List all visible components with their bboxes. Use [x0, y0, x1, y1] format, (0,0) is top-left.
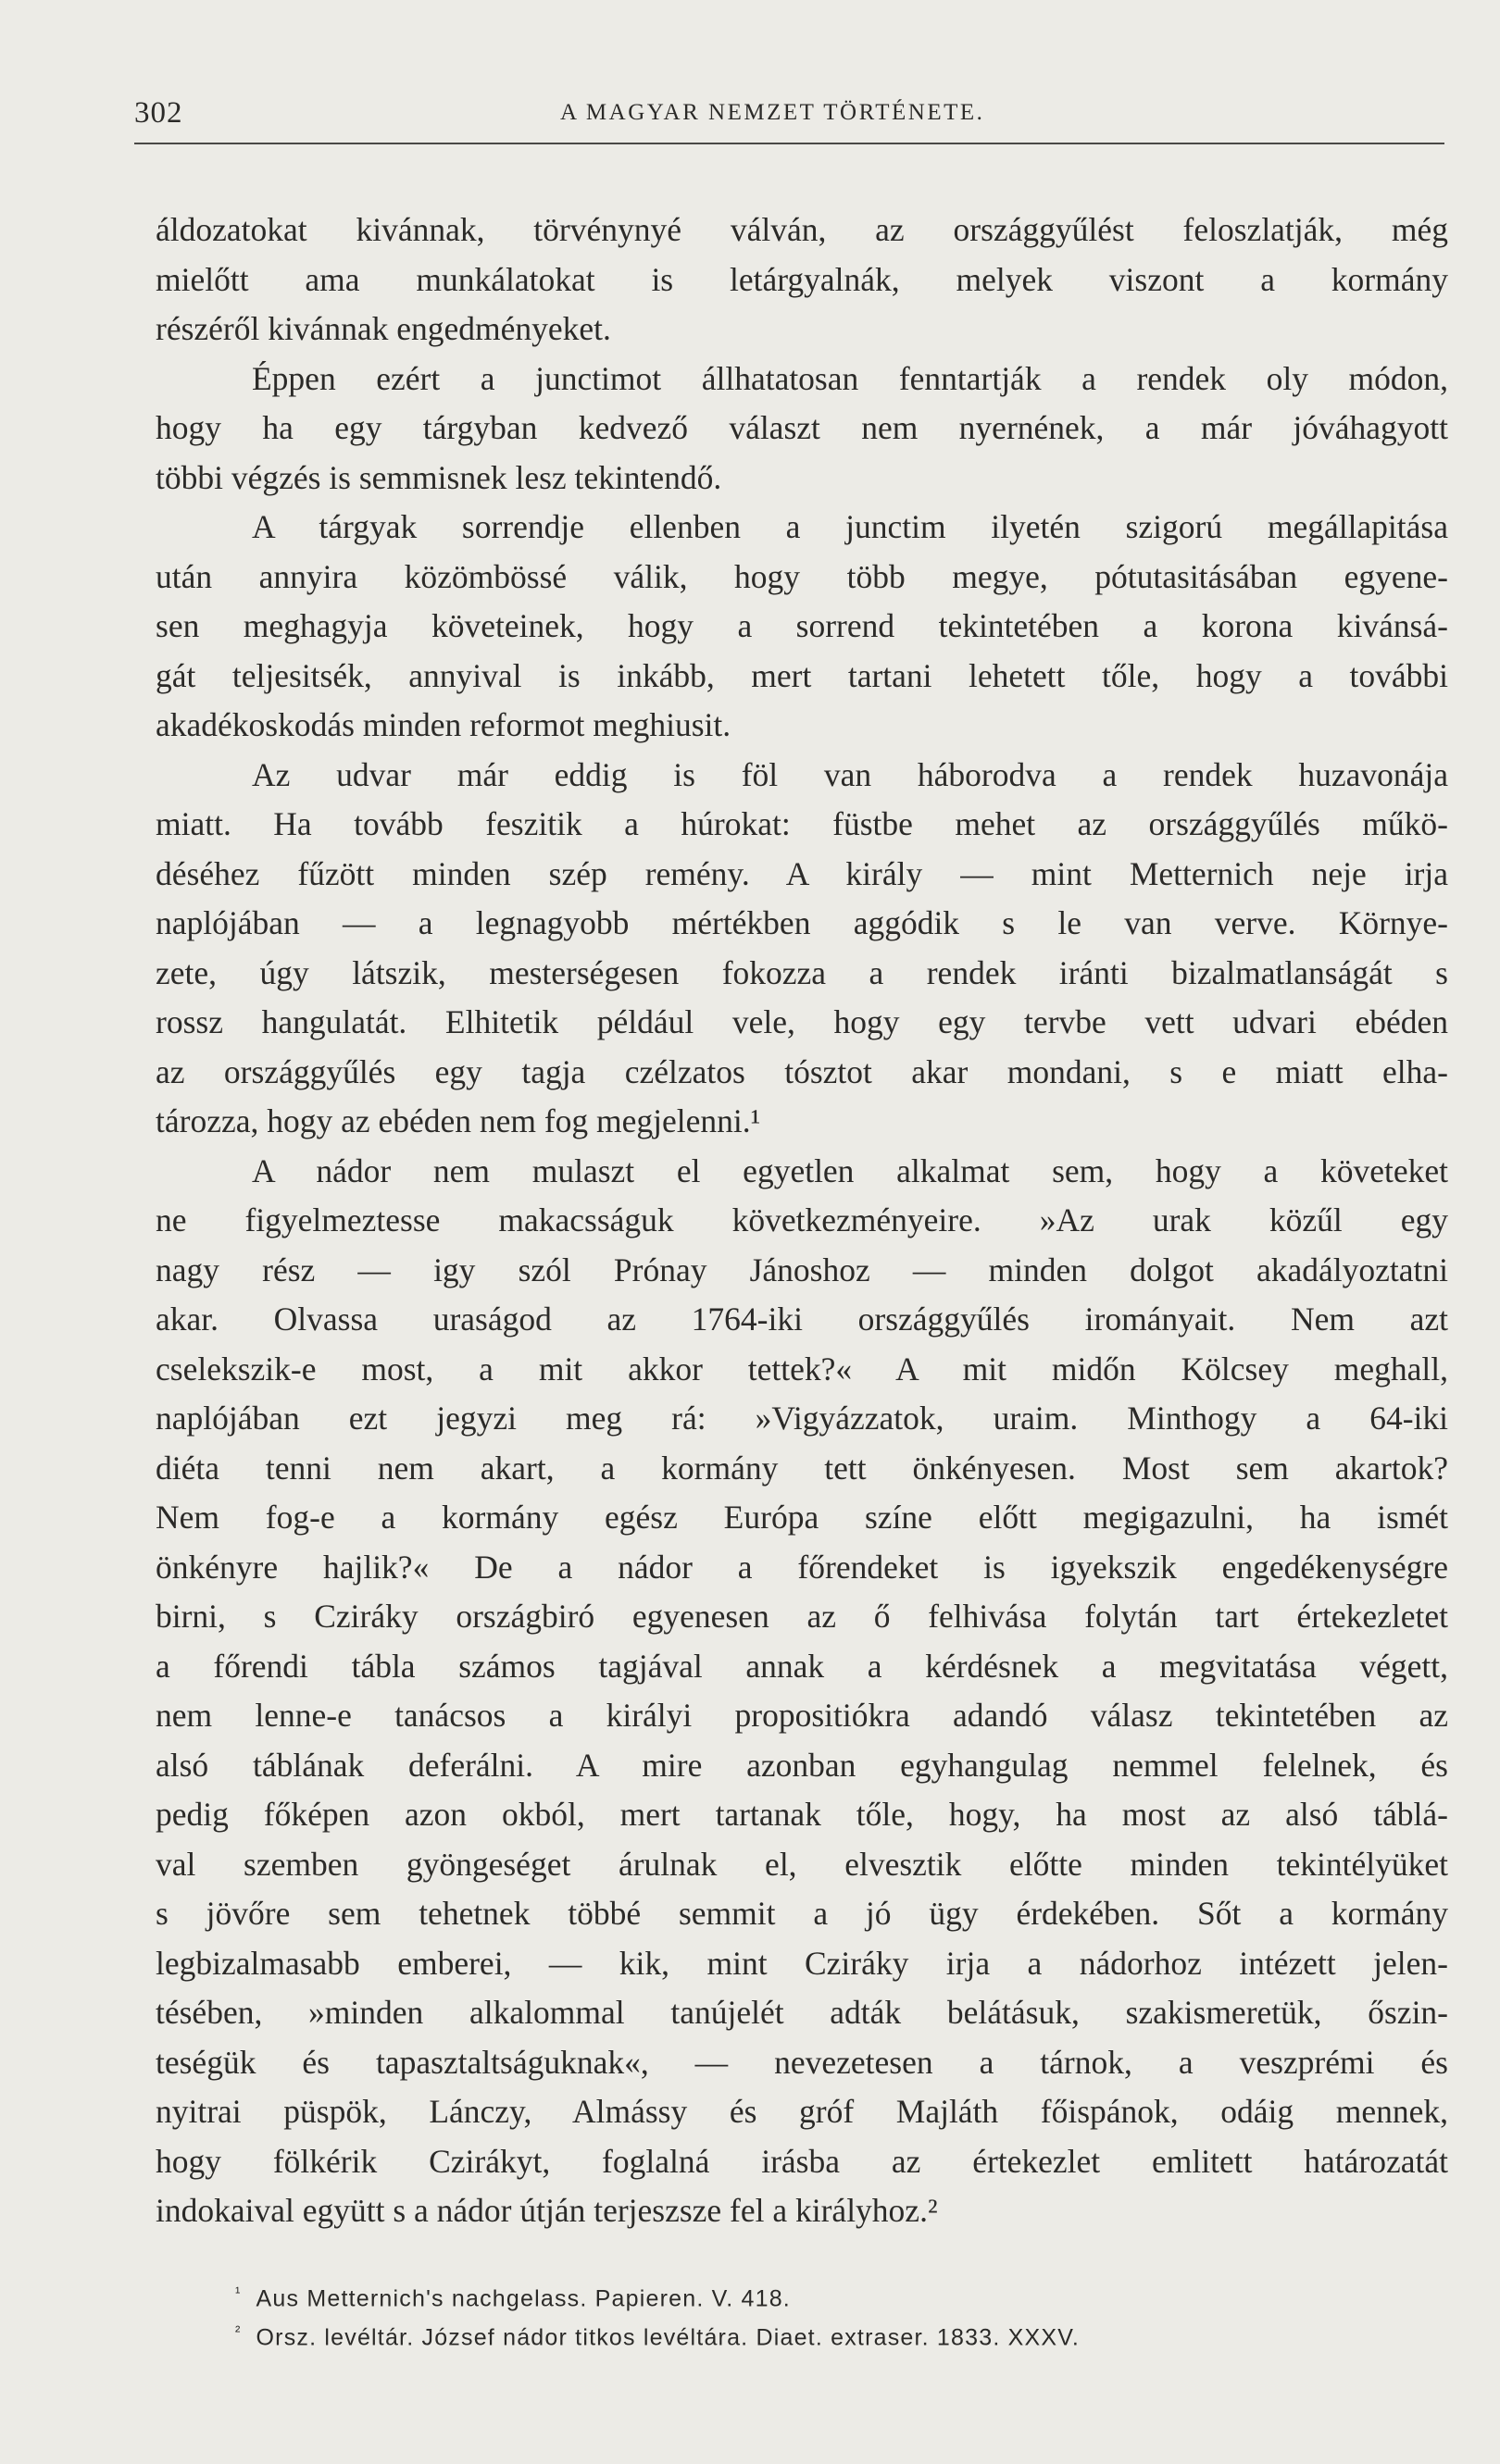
footnote-1 [156, 2274, 1448, 2313]
text-line: sen meghagyja követeinek, hogy a sorrend tekintetében a korona kivánsá- [156, 607, 1448, 644]
running-head [134, 96, 1444, 143]
text-line: naplójában ezt jegyzi meg rá: »Vigyázzatok, uraim. Minthogy a 64-iki [156, 1400, 1448, 1437]
text-line: alsó táblának deferálni. A mire azonban egyhangulag nemmel felelnek, és [156, 1746, 1448, 1784]
text-line: akadékoskodás minden reformot meghiusit. [156, 706, 731, 743]
text-line: legbizalmasabb emberei, — kik, mint Cziráky irja a nádorhoz intézett jelen- [156, 1944, 1448, 1982]
text-line: mielőtt ama munkálatokat is letárgyalnák, melyek viszont a kormány [156, 260, 1448, 298]
text-line: nem lenne-e tanácsos a királyi propositiókra adandó válasz tekintetében az [156, 1697, 1448, 1734]
text-line: az országgyűlés egy tagja czélzatos tósztot akar mondani, s e miatt elha- [156, 1052, 1448, 1090]
text-line: s jövőre sem tehetnek többé semmit a jó ügy érdekében. Sőt a kormány [156, 1895, 1448, 1932]
page-number: 302 [134, 96, 183, 130]
text-line: nagy rész — igy szól Prónay Jánoshoz — minden dolgot akadályoztatni [156, 1251, 1448, 1288]
text-line: A tárgyak sorrendje ellenben a junctim ilyetén szigorú megállapitása [252, 508, 1448, 545]
running-title: A MAGYAR NEMZET TÖRTÉNETE. [560, 100, 985, 125]
text-line: a főrendi tábla számos tagjával annak a kérdésnek a megvitatása végett, [156, 1647, 1448, 1685]
text-line: zete, úgy látszik, mesterségesen fokozza a rendek iránti bizalmatlanságát s [156, 953, 1448, 991]
text-line: Éppen ezért a junctimot állhatatosan fenntartják a rendek oly módon, [252, 359, 1448, 397]
text-line: diéta tenni nem akart, a kormány tett önkényesen. Most sem akartok? [156, 1449, 1448, 1487]
text-line: teségük és tapasztaltságuknak«, — nevezetesen a tárnok, a veszprémi és [156, 2043, 1448, 2081]
text-line: naplójában — a legnagyobb mértékben aggódik s le van verve. Környe- [156, 904, 1448, 941]
header-rule [134, 143, 1444, 144]
text-line: tésében, »minden alkalommal tanújelét adták belátásuk, szakismeretük, őszin- [156, 1994, 1448, 2031]
text-line: részéről kivánnak engedményeket. [156, 310, 611, 347]
footnote-text: Orsz. levéltár. József nádor titkos levéltára. Diaet. extraser. 1833. XXXV. [256, 2324, 1080, 2351]
text-line: pedig főképen azon okból, mert tartanak tőle, hogy, ha most az alsó táblá- [156, 1796, 1448, 1833]
footnote-text: Aus Metternich's nachgelass. Papieren. V. 418. [256, 2285, 791, 2312]
text-line: tározza, hogy az ebéden nem fog megjelenni.¹ [156, 1102, 761, 1139]
text-line: Nem fog-e a kormány egész Európa színe előtt megigazulni, ha ismét [156, 1499, 1448, 1536]
text-line: ne figyelmeztesse makacsságuk következményeire. »Az urak közűl egy [156, 1201, 1448, 1238]
footnote-2 [156, 2313, 1448, 2352]
text-line: önkényre hajlik?« De a nádor a főrendeket is igyekszik engedékenységre [156, 1548, 1448, 1586]
text-line: indokaival együtt s a nádor útján terjeszsze fel a királyhoz.² [156, 2192, 938, 2229]
text-line: hogy fölkérik Czirákyt, foglalná irásba az értekezlet emlitett határozatát [156, 2142, 1448, 2180]
footnote-mark: ¹ [235, 2285, 242, 2301]
text-line: nyitrai püspök, Lánczy, Almássy és gróf Majláth főispánok, odáig mennek, [156, 2093, 1448, 2130]
footnotes [156, 2274, 1448, 2352]
text-line: gát teljesitsék, annyival is inkább, mert tartani lehetett tőle, hogy a további [156, 656, 1448, 694]
text-line: Az udvar már eddig is föl van háborodva a rendek huzavonája [252, 755, 1448, 793]
text-line: birni, s Cziráky országbiró egyenesen az ő felhivása folytán tart értekezletet [156, 1598, 1448, 1635]
text-line: val szemben gyöngeséget árulnak el, elvesztik előtte minden tekintélyüket [156, 1845, 1448, 1883]
text-line: miatt. Ha tovább feszitik a húrokat: füstbe mehet az országgyűlés műkö- [156, 805, 1448, 842]
text-line: A nádor nem mulaszt el egyetlen alkalmat sem, hogy a követeket [252, 1151, 1448, 1189]
text-line: hogy ha egy tárgyban kedvező választ nem nyernének, a már jóváhagyott [156, 409, 1448, 446]
text-line: áldozatokat kivánnak, törvénynyé válván, az országgyűlést feloszlatják, még [156, 211, 1448, 248]
text-line: rossz hangulatát. Elhitetik például vele, hogy egy tervbe vett udvari ebéden [156, 1003, 1448, 1040]
body-text [156, 205, 1448, 2236]
text-line: többi végzés is semmisnek lesz tekintendő. [156, 458, 722, 496]
text-line: akar. Olvassa uraságod az 1764-iki országgyűlés irományait. Nem azt [156, 1300, 1448, 1338]
text-line: után annyira közömbössé válik, hogy több megye, pótutasitásában egyene- [156, 557, 1448, 595]
footnote-mark: ² [235, 2324, 242, 2340]
text-line: déséhez fűzött minden szép remény. A király — mint Metternich neje irja [156, 854, 1448, 892]
text-line: cselekszik-e most, a mit akkor tettek?« A mit midőn Kölcsey meghall, [156, 1350, 1448, 1388]
